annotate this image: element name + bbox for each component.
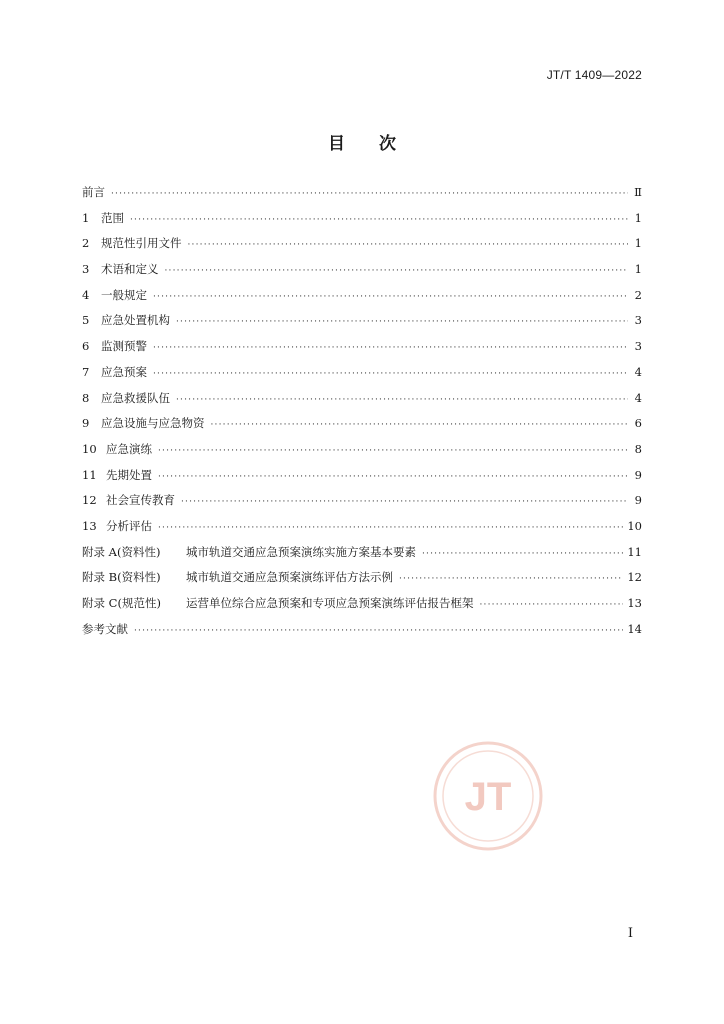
toc-entry-13[interactable] [82,518,642,544]
toc-page: 4 [634,364,642,379]
toc-leader [399,574,623,584]
page-title [0,129,724,154]
toc-entry-12[interactable] [82,492,642,518]
toc-number: 7 [82,364,90,379]
toc-leader [158,523,623,533]
toc-entry-4[interactable] [82,287,642,313]
toc-entry-appendix-a[interactable] [82,544,642,570]
toc-page: 11 [627,544,642,559]
toc-label: 运营单位综合应急预案和专项应急预案演练评估报告框架 [186,596,474,610]
toc-entry-5[interactable] [82,312,642,338]
toc-label: 应急设施与应急物资 [101,416,205,431]
toc-page: 1 [634,236,642,251]
toc-page: 3 [634,339,642,354]
toc-entry-3[interactable] [82,261,642,287]
toc-label: 范围 [101,210,124,225]
toc-entry-8[interactable] [82,390,642,416]
toc-label: 术语和定义 [101,262,159,277]
toc-label: 社会宣传教育 [106,493,175,508]
toc-label: 前言 [82,185,105,199]
toc-leader [211,420,629,430]
toc-leader [181,497,628,507]
toc-label: 监测预警 [101,339,147,354]
toc-number: 3 [82,262,90,277]
toc-leader [153,343,628,353]
toc-number: 11 [82,467,97,482]
toc-page: 13 [627,596,642,610]
toc-page: 9 [634,493,642,508]
toc-leader [176,317,628,327]
toc-appendix-number: 附录 A(资料性) [82,544,161,559]
toc-number: 4 [82,287,90,302]
toc-entry-6[interactable] [82,338,642,364]
toc-entry-appendix-c[interactable] [82,595,642,621]
toc-label: 应急演练 [106,441,152,456]
toc-leader [480,600,624,610]
toc-label: 参考文献 [82,621,128,636]
toc-page: 1 [634,210,642,225]
table-of-contents [82,184,642,646]
toc-label: 分析评估 [106,518,152,533]
toc-entry-references[interactable] [82,621,642,647]
toc-entry-10[interactable] [82,441,642,467]
toc-page: 12 [627,570,642,585]
page-number: I [627,926,633,941]
toc-number: 12 [82,493,97,508]
toc-page: 10 [627,518,642,533]
toc-number: 1 [82,210,90,225]
toc-page: 1 [634,262,642,277]
toc-number: 5 [82,313,90,328]
standard-code: JT/T 1409—2022 [546,68,642,82]
toc-label: 应急救援队伍 [101,390,170,405]
toc-leader [153,369,628,379]
watermark-text: JT [464,775,512,819]
toc-page: 8 [634,441,642,456]
toc-number: 2 [82,236,90,251]
toc-leader [165,266,629,276]
toc-appendix-number: 附录 C(规范性) [82,596,161,610]
toc-entry-11[interactable] [82,467,642,493]
toc-entry-7[interactable] [82,364,642,390]
toc-number: 6 [82,339,90,354]
toc-label: 先期处置 [106,467,152,482]
toc-leader [134,626,623,636]
toc-entry-9[interactable] [82,415,642,441]
toc-page: 14 [627,621,642,636]
toc-label: 城市轨道交通应急预案演练评估方法示例 [186,570,393,585]
toc-page: 9 [634,467,642,482]
toc-entry-1[interactable] [82,210,642,236]
toc-leader [188,240,629,250]
toc-label: 一般规定 [101,287,147,302]
title-char-1: 目 [328,134,345,154]
toc-label: 应急处置机构 [101,313,170,328]
toc-number: 10 [82,441,97,456]
toc-label: 应急预案 [101,364,147,379]
toc-label: 城市轨道交通应急预案演练实施方案基本要素 [186,544,416,559]
toc-leader [422,549,623,559]
toc-page: 3 [634,313,642,328]
toc-entry-2[interactable] [82,235,642,261]
toc-page: 2 [634,287,642,302]
toc-entry-foreword[interactable] [82,184,642,210]
toc-leader [158,472,628,482]
toc-leader [176,395,628,405]
toc-number: 13 [82,518,97,533]
toc-leader [111,189,628,199]
toc-page: Ⅱ [634,185,642,199]
jt-watermark-logo [432,740,544,852]
toc-number: 8 [82,390,90,405]
toc-leader [153,292,628,302]
toc-page: 4 [634,390,642,405]
toc-number: 9 [82,416,90,431]
toc-leader [158,446,628,456]
toc-leader [130,215,628,225]
toc-label: 规范性引用文件 [101,236,182,251]
toc-appendix-number: 附录 B(资料性) [82,570,161,585]
title-char-2: 次 [379,134,396,154]
toc-page: 6 [634,416,642,431]
toc-entry-appendix-b[interactable] [82,569,642,595]
